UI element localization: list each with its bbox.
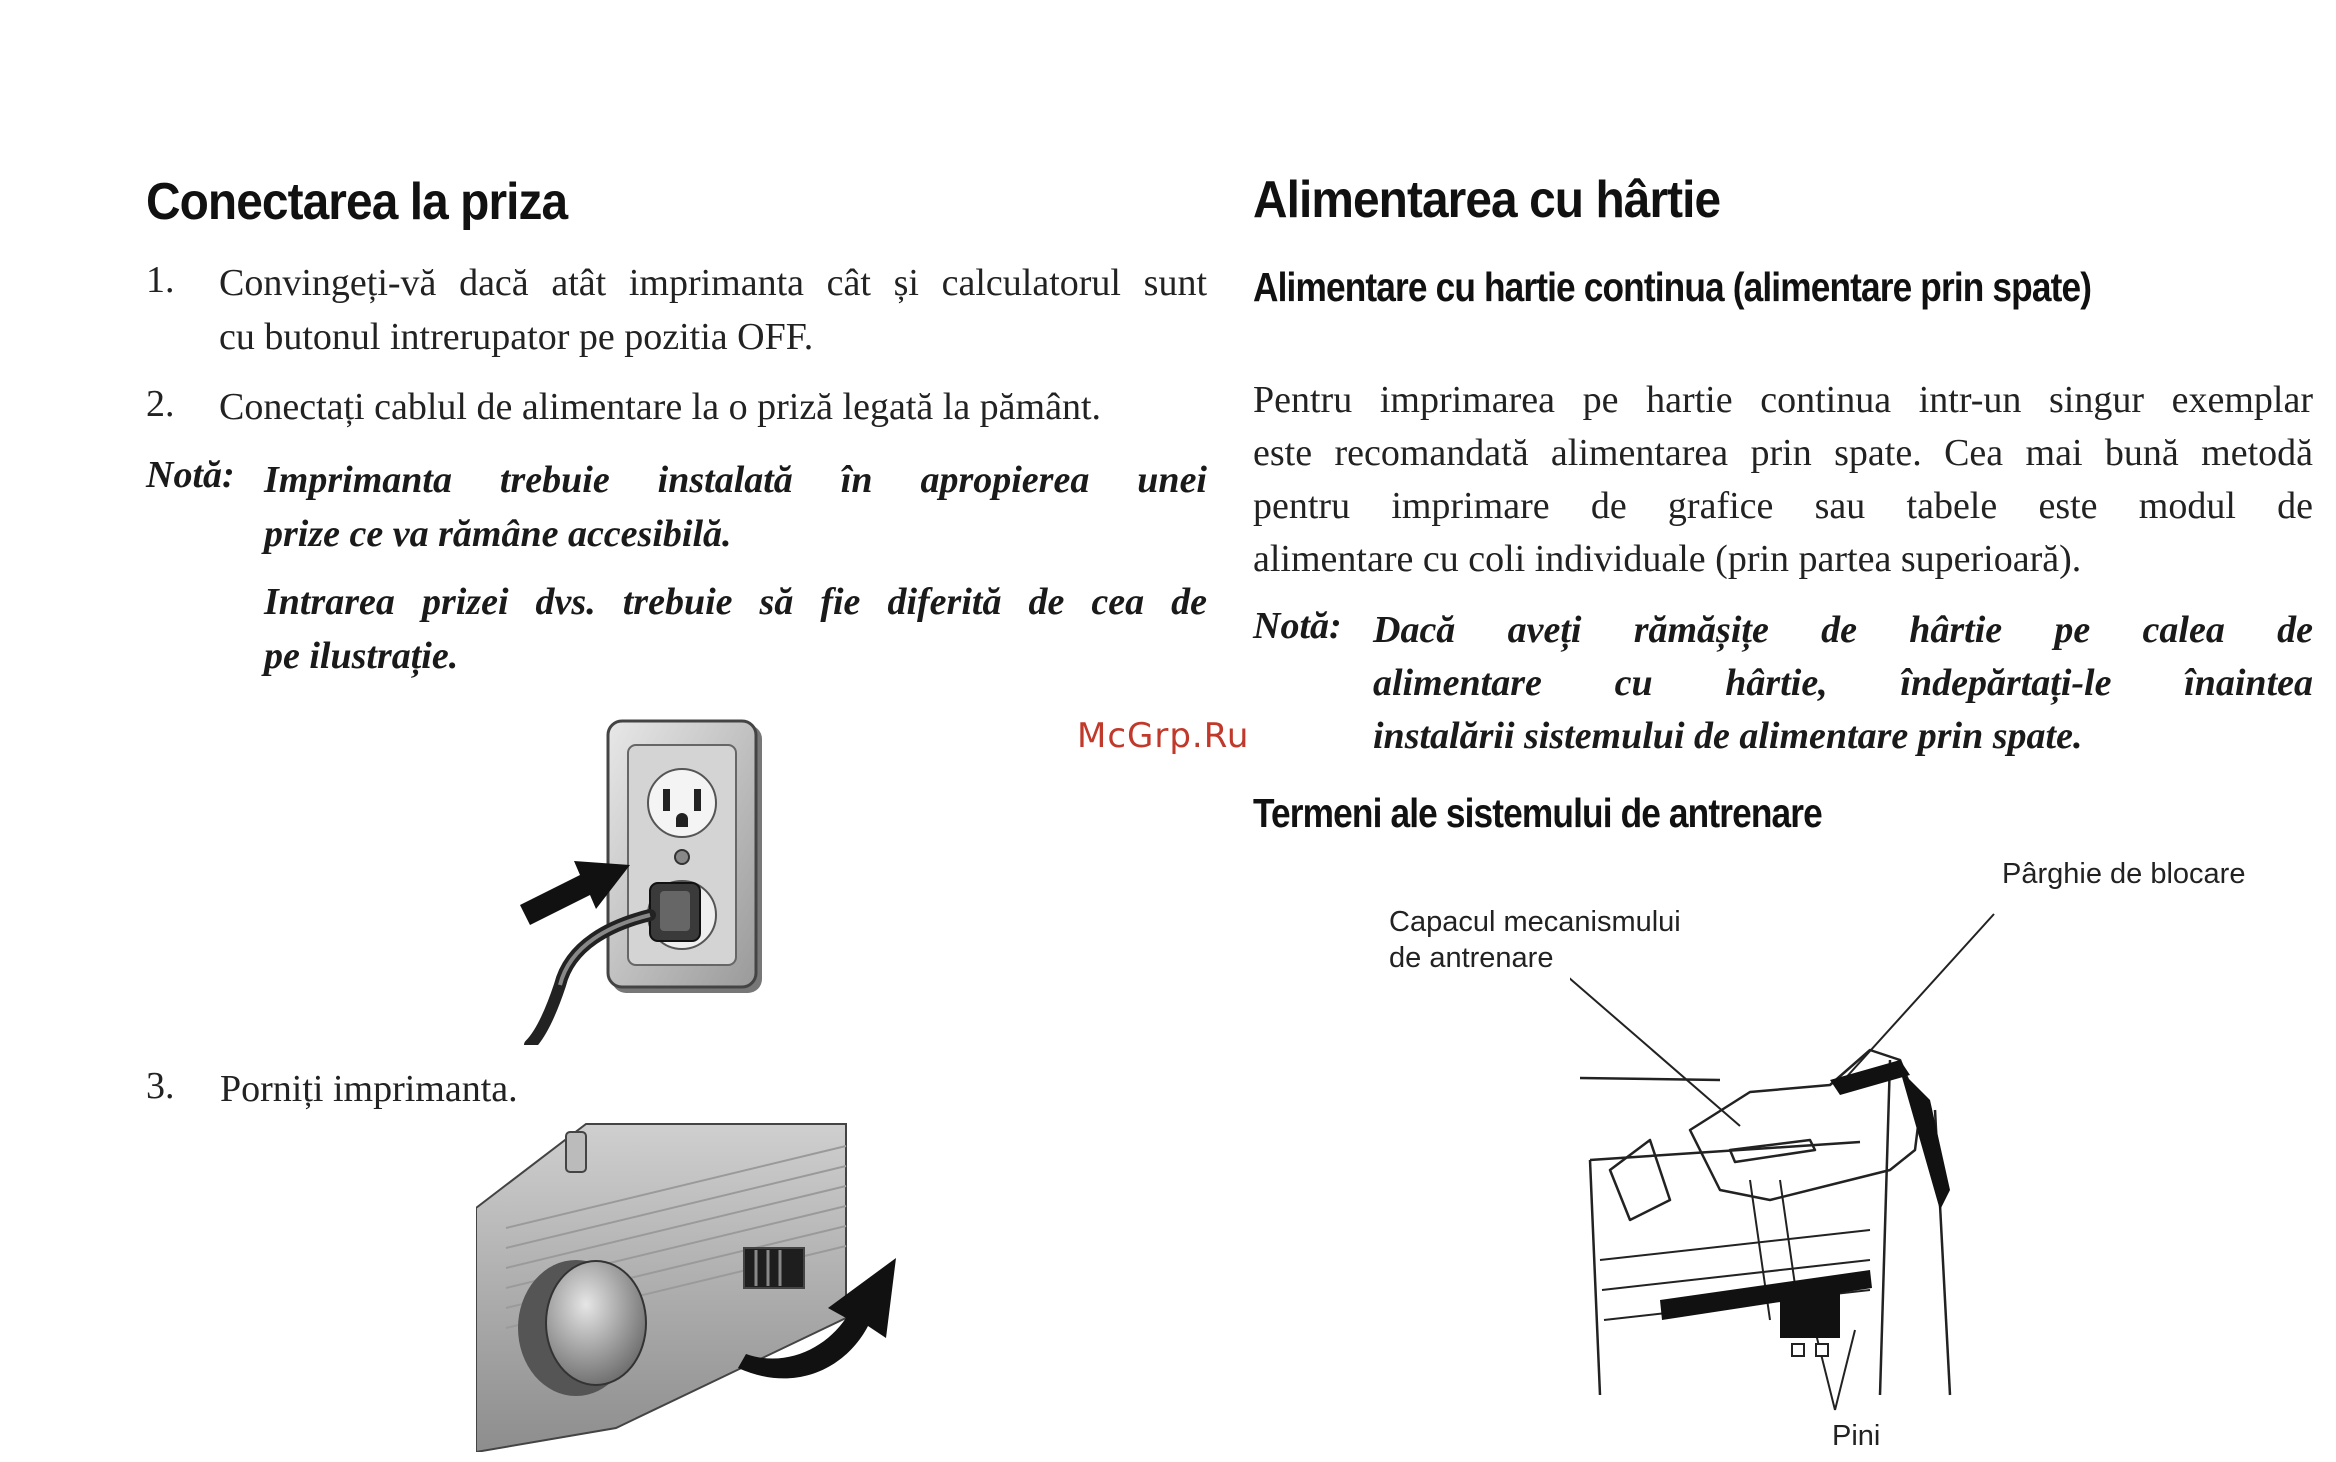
pins — [1792, 1344, 1828, 1356]
socket-slot — [694, 789, 701, 811]
note-left-para2 — [264, 575, 1207, 683]
power-switch — [744, 1248, 804, 1288]
pin-block — [1780, 1288, 1840, 1338]
paragraph-line: este recomandată alimentarea prin spate. Cea mai bună metodă — [1253, 432, 2313, 474]
lever-leader-line — [1842, 914, 1994, 1082]
tractor-unit-diagram — [1570, 900, 2010, 1420]
frame-line — [1880, 1060, 1890, 1395]
plate-screw — [675, 850, 689, 864]
note-left-line: pe ilustrație. — [264, 635, 459, 677]
label-locking-lever: Pârghie de blocare — [2002, 858, 2246, 890]
tractor-belt — [1900, 1070, 1950, 1210]
note-label-right: Notă: — [1253, 605, 1342, 647]
tractor-rail — [1660, 1270, 1872, 1320]
step-2-text — [219, 380, 1207, 434]
label-tractor-cover-line: Capacul mecanismului — [1389, 906, 1681, 938]
leader-line — [1580, 1078, 1720, 1080]
note-left-para1 — [264, 453, 1207, 561]
power-knob — [546, 1261, 646, 1385]
section-title-power: Conectarea la priza — [146, 173, 568, 231]
note-label-left: Notă: — [146, 454, 235, 496]
paragraph-line: Pentru imprimarea pe hartie continua intr-un singur exemplar — [1253, 379, 2313, 421]
step-3-text: Porniți imprimanta. — [220, 1068, 518, 1110]
frame-line — [1590, 1142, 1860, 1160]
plug-grip — [660, 891, 690, 931]
note-right-line: Dacă aveți rămășițe de hârtie pe calea de — [1373, 609, 2313, 651]
tractor-dark-parts — [1660, 1060, 1950, 1338]
side-bracket — [1610, 1140, 1670, 1220]
printer-power-switch-illustration — [476, 1118, 906, 1452]
watermark: McGrp.Ru — [1077, 716, 1250, 756]
step-1-line: Convingeți-vă dacă atât imprimanta cât și calculatorul sunt — [219, 262, 1207, 304]
paragraph-line: pentru imprimare de grafice sau tabele este modul de — [1253, 485, 2313, 527]
label-pins: Pini — [1832, 1420, 1881, 1452]
paragraph-line: alimentare cu coli individuale (prin partea superioară). — [1253, 538, 2082, 580]
socket-slot — [663, 789, 670, 811]
note-left-line: Intrarea prizei dvs. trebuie să fie diferită de cea de — [264, 581, 1207, 623]
note-left-line: prize ce va rămâne accesibilă. — [264, 513, 732, 555]
note-right-line: instalării sistemului de alimentare prin spate. — [1373, 715, 2083, 757]
step-2-number: 2. — [146, 383, 175, 425]
note-left-line: Imprimanta trebuie instalată în apropierea unei — [264, 459, 1207, 501]
step-2-line: Conectați cablul de alimentare la o priză legată la pământ. — [219, 386, 1102, 428]
power-outlet-illustration — [500, 715, 790, 1045]
pins-leader-line — [1815, 1330, 1835, 1410]
section-title-paper: Alimentarea cu hârtie — [1253, 171, 1721, 229]
paper-line — [1600, 1230, 1870, 1260]
paragraph-continuous-paper — [1253, 374, 2313, 586]
note-right-text — [1373, 604, 2313, 763]
subsection-title-continuous-paper: Alimentare cu hartie continua (alimentare prin spate) — [1253, 264, 2092, 310]
note-right-line: alimentare cu hârtie, îndepărtați-le înaintea — [1373, 662, 2313, 704]
printer-lever — [566, 1132, 586, 1172]
cover-leader-line — [1570, 970, 1740, 1126]
pins-leader-line — [1835, 1330, 1855, 1410]
frame-line — [1590, 1160, 1600, 1395]
step-3-number: 3. — [146, 1065, 175, 1107]
ground-hole — [676, 813, 688, 827]
step-1-text — [219, 256, 1207, 364]
locking-lever — [1830, 1060, 1910, 1095]
step-1-line: cu butonul intrerupator pe pozitia OFF. — [219, 316, 814, 358]
label-tractor-cover-line: de antrenare — [1389, 942, 1554, 974]
subsection-title-tractor-terms: Termeni ale sistemului de antrenare — [1253, 790, 1822, 836]
step-1-number: 1. — [146, 259, 175, 301]
